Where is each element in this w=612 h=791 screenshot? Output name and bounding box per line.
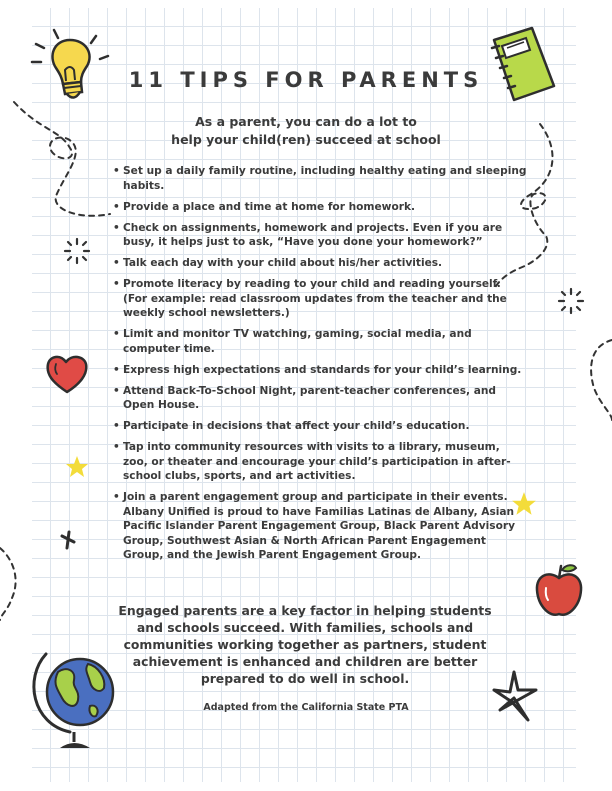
subtitle-line-1: As a parent, you can do a lot to — [195, 114, 417, 129]
tip-item: • Participate in decisions that affect your child’s education. — [113, 419, 528, 434]
subtitle-line-2: help your child(ren) succeed at school — [171, 132, 441, 147]
heart-icon — [44, 352, 90, 396]
tip-item: • Attend Back-To-School Night, parent-teacher conferences, and Open House. — [113, 384, 528, 413]
tip-item: • Limit and monitor TV watching, gaming, social media, and computer time. — [113, 327, 528, 356]
closing-paragraph: Engaged parents are a key factor in helping students and schools succeed. With families, schools and communities working together as partners, student achievement is enhanced and children are better prepared to do well in school. — [118, 603, 492, 686]
source-credit: Adapted from the California State PTA — [203, 702, 409, 713]
tip-item: • Tap into community resources with visits to a library, museum, zoo, or theater and encourage your child’s participation in after-school clubs, sports, and art activities. — [113, 440, 528, 484]
tips-list — [113, 164, 528, 569]
tip-item: • Join a parent engagement group and participate in their events. Albany Unified is proud to have Familias Latinas de Albany, Asian Pacific Islander Parent Engagement Group, Black Parent Advisory Group, Southwest Asian & North African Parent Engagement Group, and the Jewish Parent Engagement Group. — [113, 490, 528, 563]
subtitle — [0, 113, 612, 149]
tip-item: • Set up a daily family routine, including healthy eating and sleeping habits. — [113, 164, 528, 193]
tip-item: • Talk each day with your child about his/her activities. — [113, 256, 528, 271]
tip-item: • Promote literacy by reading to your child and reading yourself. (For example: read classroom updates from the teacher and the weekly school newsletters.) — [113, 277, 528, 321]
sparkle-icon — [556, 286, 586, 316]
tip-item: • Express high expectations and standards for your child’s learning. — [113, 363, 528, 378]
tip-item: • Check on assignments, homework and projects. Even if you are busy, it helps just to ask, “Have you done your homework?” — [113, 221, 528, 250]
cross-mark-icon — [56, 528, 80, 552]
page-title: 11 TIPS FOR PARENTS — [128, 68, 484, 92]
sparkle-icon — [62, 236, 92, 266]
tip-item: • Provide a place and time at home for homework. — [113, 200, 528, 215]
apple-icon — [534, 562, 584, 620]
star-icon — [64, 454, 90, 480]
